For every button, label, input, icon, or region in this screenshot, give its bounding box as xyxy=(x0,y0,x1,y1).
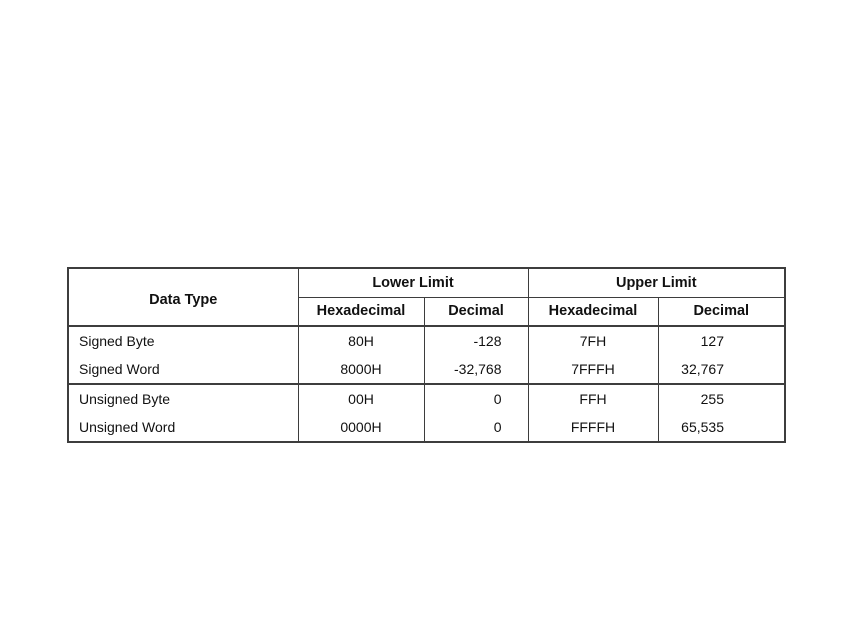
column-header-lower-decimal: Decimal xyxy=(424,297,528,326)
cell-upper-hex: 7FFFH xyxy=(528,355,658,384)
cell-upper-hex: 7FH xyxy=(528,326,658,355)
cell-upper-dec: 255 xyxy=(658,384,785,413)
cell-lower-hex: 0000H xyxy=(298,413,424,442)
cell-upper-hex: FFH xyxy=(528,384,658,413)
cell-lower-dec: 0 xyxy=(424,413,528,442)
cell-data-type: Unsigned Word xyxy=(68,413,298,442)
column-header-lower-limit: Lower Limit xyxy=(298,268,528,297)
table-row-signed-byte xyxy=(68,326,785,355)
column-header-upper-limit: Upper Limit xyxy=(528,268,785,297)
cell-upper-hex: FFFFH xyxy=(528,413,658,442)
cell-data-type: Unsigned Byte xyxy=(68,384,298,413)
cell-lower-dec: 0 xyxy=(424,384,528,413)
table-row-signed-word xyxy=(68,355,785,384)
cell-data-type: Signed Byte xyxy=(68,326,298,355)
cell-upper-dec: 32,767 xyxy=(658,355,785,384)
column-header-upper-hexadecimal: Hexadecimal xyxy=(528,297,658,326)
cell-upper-dec: 65,535 xyxy=(658,413,785,442)
header-row-groups xyxy=(68,268,785,297)
cell-lower-hex: 8000H xyxy=(298,355,424,384)
column-header-lower-hexadecimal: Hexadecimal xyxy=(298,297,424,326)
column-header-data-type: Data Type xyxy=(68,268,298,326)
cell-lower-hex: 00H xyxy=(298,384,424,413)
cell-lower-dec: -32,768 xyxy=(424,355,528,384)
cell-upper-dec: 127 xyxy=(658,326,785,355)
cell-lower-dec: -128 xyxy=(424,326,528,355)
cell-lower-hex: 80H xyxy=(298,326,424,355)
table-row-unsigned-word xyxy=(68,413,785,442)
cell-data-type: Signed Word xyxy=(68,355,298,384)
table-row-unsigned-byte xyxy=(68,384,785,413)
column-header-upper-decimal: Decimal xyxy=(658,297,785,326)
data-type-limits-table xyxy=(67,267,786,443)
